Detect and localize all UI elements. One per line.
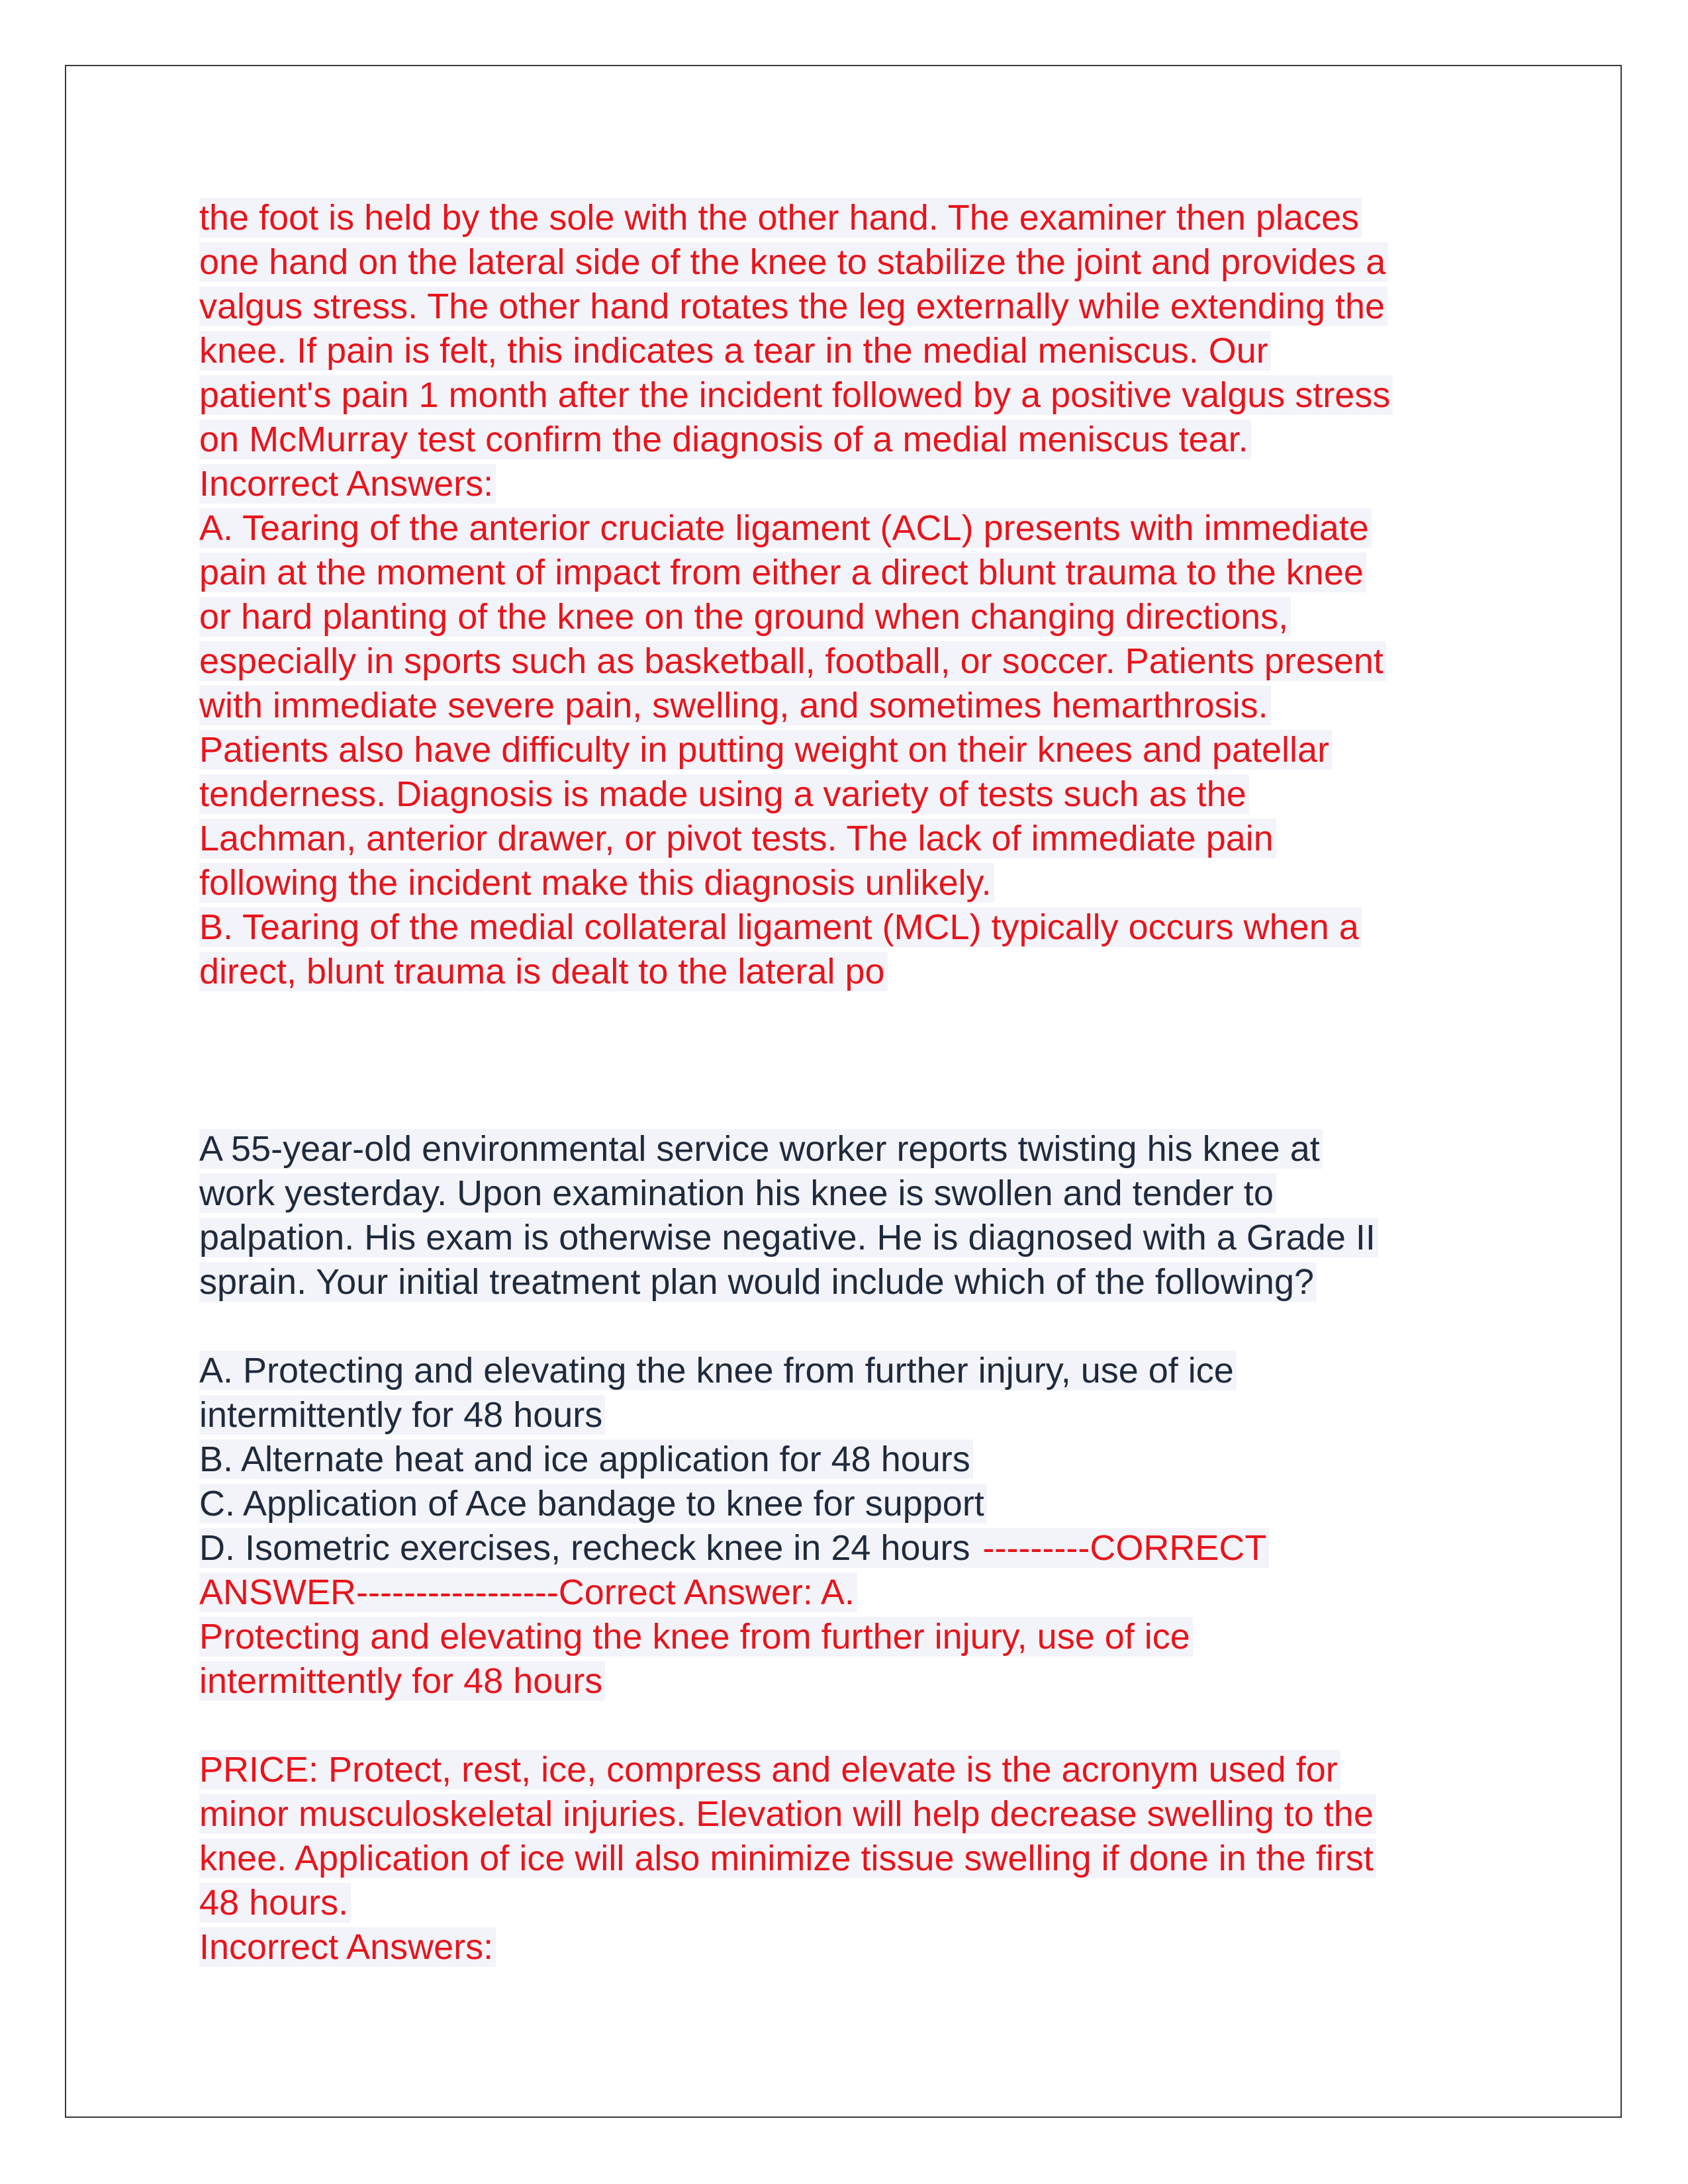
option-d: D. Isometric exercises, recheck knee in 24 hours ---------CORRECT xyxy=(199,1526,1523,1570)
text-line: the foot is held by the sole with the other hand. The examiner then places xyxy=(199,196,1523,240)
document-content xyxy=(199,196,1523,1970)
answer-explanation-block xyxy=(199,196,1523,994)
text-line: Patients also have difficulty in putting weight on their knees and patellar xyxy=(199,728,1523,772)
text-line: especially in sports such as basketball, football, or soccer. Patients present xyxy=(199,639,1523,684)
incorrect-answers-heading: Incorrect Answers: xyxy=(199,1925,1523,1970)
text-line: tenderness. Diagnosis is made using a variety of tests such as the xyxy=(199,772,1523,817)
correct-answer-line: ANSWER-----------------Correct Answer: A. xyxy=(199,1570,1523,1615)
incorrect-answers-heading: Incorrect Answers: xyxy=(199,462,1523,506)
text-line: A. Tearing of the anterior cruciate ligament (ACL) presents with immediate xyxy=(199,506,1523,551)
option-a: A. Protecting and elevating the knee from further injury, use of ice xyxy=(199,1349,1523,1393)
question-line: A 55-year-old environmental service worker reports twisting his knee at xyxy=(199,1127,1523,1171)
explanation-line: knee. Application of ice will also minimize tissue swelling if done in the first xyxy=(199,1837,1523,1881)
text-line: patient's pain 1 month after the incident followed by a positive valgus stress xyxy=(199,373,1523,418)
text-line: direct, blunt trauma is dealt to the lateral po xyxy=(199,950,1523,994)
blank-line xyxy=(199,1704,1523,1748)
text-line: knee. If pain is felt, this indicates a tear in the medial meniscus. Our xyxy=(199,329,1523,373)
text-line: following the incident make this diagnosis unlikely. xyxy=(199,861,1523,905)
explanation-line: minor musculoskeletal injuries. Elevation will help decrease swelling to the xyxy=(199,1792,1523,1837)
text-line: one hand on the lateral side of the knee to stabilize the joint and provides a xyxy=(199,240,1523,285)
text-line: B. Tearing of the medial collateral ligament (MCL) typically occurs when a xyxy=(199,905,1523,950)
text-line: valgus stress. The other hand rotates the leg externally while extending the xyxy=(199,285,1523,329)
text-line: or hard planting of the knee on the ground when changing directions, xyxy=(199,595,1523,639)
question-line: palpation. His exam is otherwise negative. He is diagnosed with a Grade II xyxy=(199,1216,1523,1260)
option-b: B. Alternate heat and ice application for 48 hours xyxy=(199,1437,1523,1482)
explanation-line: 48 hours. xyxy=(199,1881,1523,1925)
option-c: C. Application of Ace bandage to knee for support xyxy=(199,1482,1523,1526)
correct-answer-marker: ---------CORRECT xyxy=(982,1528,1269,1568)
text-line: with immediate severe pain, swelling, and sometimes hemarthrosis. xyxy=(199,684,1523,728)
option-a-continued: intermittently for 48 hours xyxy=(199,1393,1523,1437)
text-line: Lachman, anterior drawer, or pivot tests. The lack of immediate pain xyxy=(199,817,1523,861)
explanation-line: PRICE: Protect, rest, ice, compress and elevate is the acronym used for xyxy=(199,1748,1523,1792)
text-line: pain at the moment of impact from either a direct blunt trauma to the knee xyxy=(199,551,1523,595)
question-line: sprain. Your initial treatment plan would include which of the following? xyxy=(199,1260,1523,1304)
correct-answer-line: Protecting and elevating the knee from further injury, use of ice xyxy=(199,1615,1523,1659)
question-block xyxy=(199,1127,1523,1970)
section-spacer xyxy=(199,994,1523,1127)
correct-answer-line: intermittently for 48 hours xyxy=(199,1659,1523,1704)
text-line: on McMurray test confirm the diagnosis of a medial meniscus tear. xyxy=(199,418,1523,462)
blank-line xyxy=(199,1304,1523,1349)
question-line: work yesterday. Upon examination his knee is swollen and tender to xyxy=(199,1171,1523,1216)
